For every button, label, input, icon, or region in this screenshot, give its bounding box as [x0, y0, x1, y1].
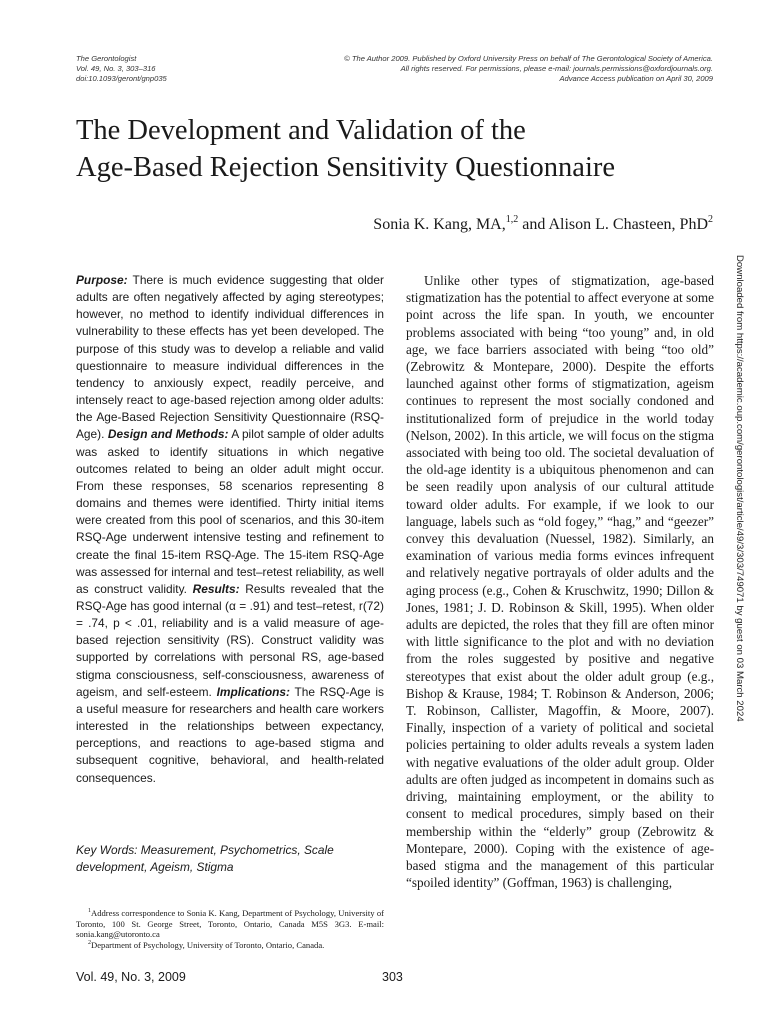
footnotes: [76, 908, 384, 950]
author-kang-affiliation: 1,2: [505, 214, 519, 225]
author-line: [373, 216, 713, 234]
footnote-1-text: Address correspondence to Sonia K. Kang, Department of Psychology, University of Toronto, 100 St. George Street, Toronto, Ontario, Canada M5S 3G3. E-mail: sonia.kang@utoronto.ca: [76, 908, 384, 940]
permissions-line: All rights reserved. For permissions, please e-mail: journals.permissions@oxfordjournals.org.: [400, 64, 713, 73]
publication-date-line: Advance Access publication on April 30, 2009: [559, 74, 713, 83]
design-methods-text: A pilot sample of older adults was asked to identify situations in which negative outcomes related to being an older adult might occur. From these responses, 58 scenarios representing 8 domains and themes were identified. Thirty initial items were created from this pool of scenarios, and this 30-item RSQ-Age underwent intensive testing and refinement to create the final 15-item RSQ-Age. The 15-item RSQ-Age was assessed for internal and test–retest reliability, as well as construct validity.: [76, 427, 384, 596]
results-text: Results revealed that the RSQ-Age has good internal (α = .91) and test–retest, r(72) = .74, p < .01, reliability and is a valid measure of age-based rejection sensitivity (RS). Construct validity was supported by correlations with personal RS, age-based stigma consciousness, self-consciousness, awareness of ageism, and self-esteem.: [76, 581, 384, 699]
article-title: [76, 112, 716, 186]
journal-name: The Gerontologist: [76, 54, 137, 63]
footnote-2-text: Department of Psychology, University of Toronto, Ontario, Canada.: [91, 939, 325, 950]
title-line-1: The Development and Validation of the: [76, 115, 526, 146]
purpose-label: Purpose:: [76, 273, 128, 287]
abstract: [76, 272, 384, 787]
design-methods-label: Design and Methods:: [107, 427, 229, 442]
implications-text: The RSQ-Age is a useful measure for researchers and health care workers interested in the relationships between expectancy, perceptions, and reactions to age-based stigma and subsequent cognitive, behavioral, and health-related consequences.: [76, 684, 384, 785]
page-number: 303: [382, 970, 403, 984]
purpose-text: There is much evidence suggesting that older adults are often negatively affected by aging stereotypes; however, no method to identify individual differences in vulnerability to these effects has yet been developed. The purpose of this study was to develop a reliable and valid questionnaire to measure individual differences in the tendency to anxiously expect, readily perceive, and intensely react to age-based rejection among older adults: the Age-Based Rejection Sensitivity Questionnaire (RSQ-Age).: [76, 273, 384, 442]
footnote-2-marker: 2: [88, 939, 91, 946]
footer-volume: Vol. 49, No. 3, 2009: [76, 970, 186, 984]
copyright-line: © The Author 2009. Published by Oxford University Press on behalf of The Gerontological Society of America.: [344, 54, 713, 63]
footnote-2: [76, 940, 384, 951]
implications-label: Implications:: [216, 684, 290, 699]
key-words: Key Words: Measurement, Psychometrics, Scale development, Ageism, Stigma: [76, 843, 334, 874]
body-text: Unlike other types of stigmatization, age-based stigmatization has the potential to affect everyone at some point across the life span. In youth, we encounter problems associated with being “too young” and, in old age, we face barriers associated with being “too old” (Zebrowitz & Montepare, 2000). Despite the efforts launched against other forms of stigmatization, ageism continues to represent the most socially condoned and institutionalized form of prejudice in the world today (Nelson, 2002). In this article, we will focus on the stigma associated with being too old. The societal devaluation of the old-age identity is a ubiquitous phenomenon and can be seen readily upon analysis of our cultural attitude toward older adults. For example, if we look to our language, labels such as “old fogey,” “hag,” and “geezer” convey this devaluation (Nuessel, 1982). Similarly, an examination of various media forms evinces infrequent and relatively negative portrayals of older adults and the aging process (e.g., Cohen & Kruschwitz, 1990; Dillon & Jones, 1981; J. D. Robinson & Skill, 1995). When older adults are depicted, the roles that they fill are often minor with little significance to the plot and with no deviation from the roles suggested by positive and negative stereotypes that exist about the older adult group (e.g., Bishop & Krause, 1984; T. Robinson & Anderson, 2006; T. Robinson, Callister, Magoffin, & Moore, 2007). Finally, inspection of a variety of political and societal policies pertaining to older adults reveals a system laden with negative evaluations of the older adult group. Older adults are often judged as incompetent in domains such as driving, maintaining employment, or the ability to consent to medical procedures, simply based on their membership within the “elderly” group (Zebrowitz & Montepare, 2000). Coping with the existence of age-based stigma and the management of this particular “spoiled identity” (Goffman, 1963) is challenging,: [406, 273, 714, 891]
results-label: Results:: [192, 581, 240, 596]
journal-volume: Vol. 49, No. 3, 303–316: [76, 64, 156, 73]
author-chasteen: and Alison L. Chasteen, PhD: [518, 216, 708, 233]
author-kang: Sonia K. Kang, MA,: [373, 216, 506, 233]
download-watermark: Downloaded from https://academic.oup.com/gerontologist/article/49/3/303/749071 by guest on 03 March 2024: [734, 255, 745, 722]
footnote-1: [76, 908, 384, 940]
author-chasteen-affiliation: 2: [708, 214, 713, 225]
title-line-2: Age-Based Rejection Sensitivity Questionnaire: [76, 152, 616, 183]
footnote-1-marker: 1: [88, 908, 91, 914]
copyright-header: [293, 54, 713, 84]
journal-doi: doi:10.1093/geront/gnp035: [76, 74, 167, 83]
